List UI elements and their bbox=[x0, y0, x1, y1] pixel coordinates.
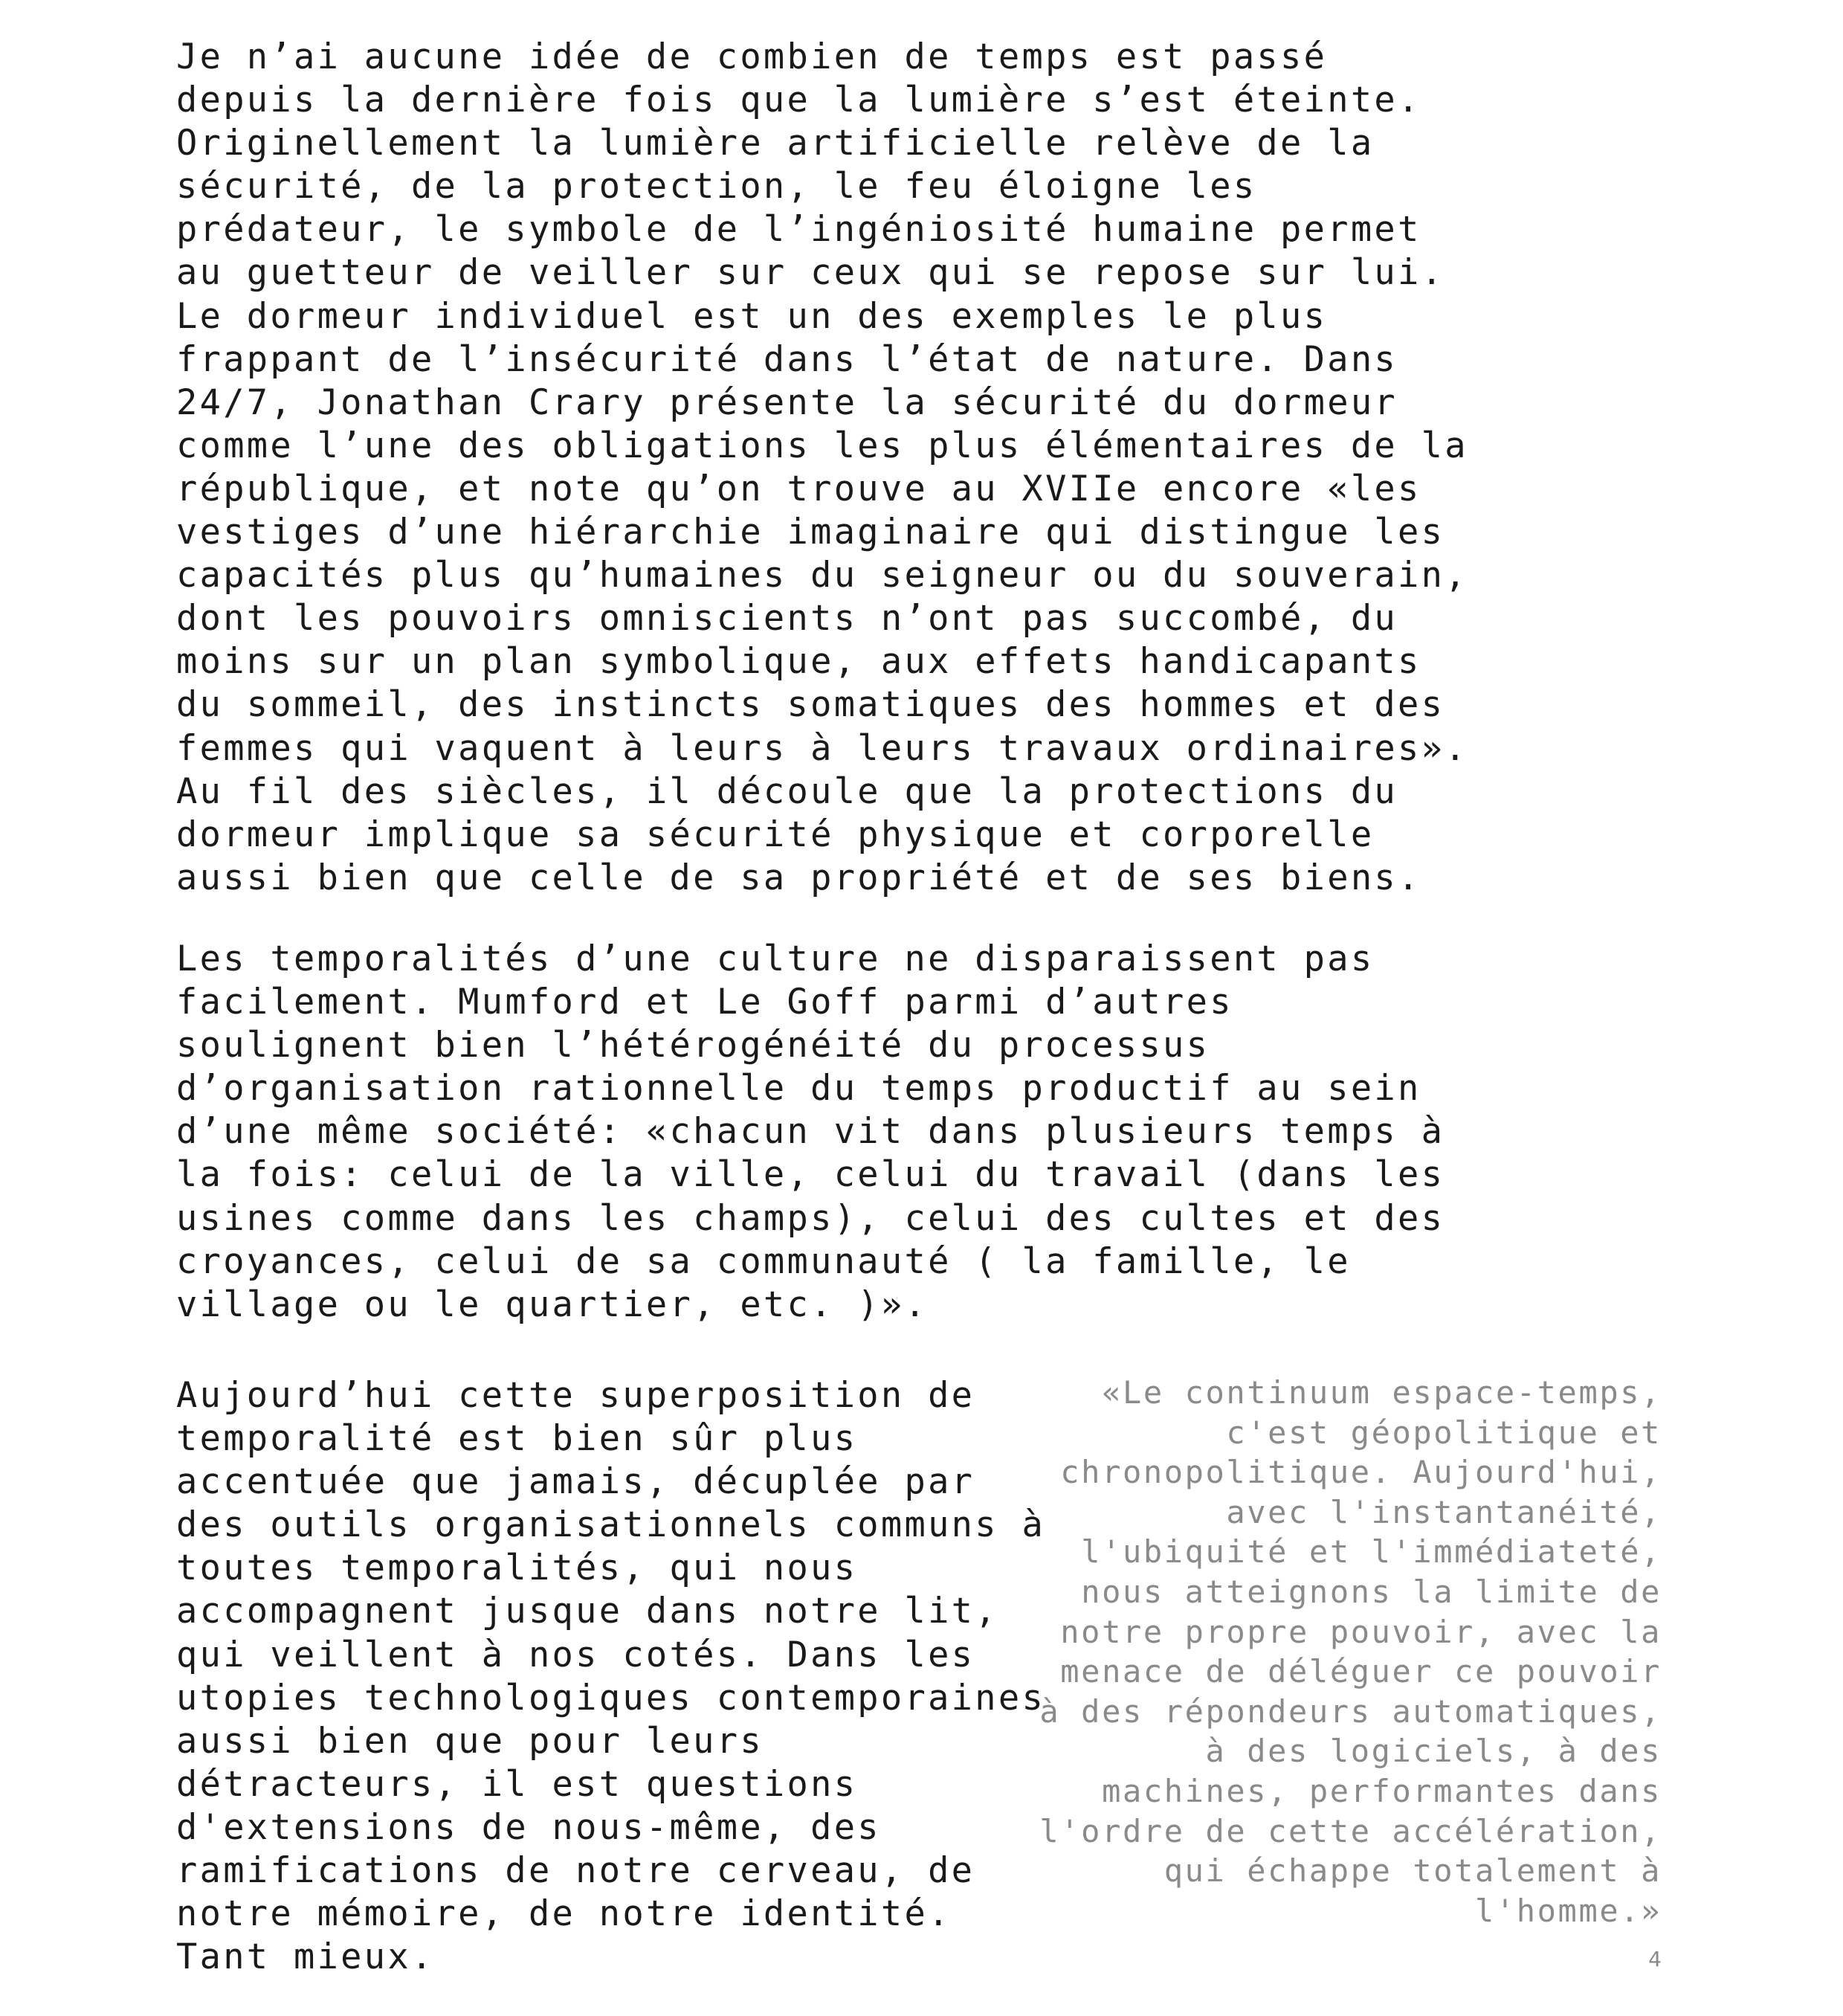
text-line: c'est géopolitique et bbox=[1226, 1414, 1662, 1451]
text-line: frappant de l’insécurité dans l’état de nature. Dans bbox=[176, 338, 1398, 380]
text-line: d’organisation rationnelle du temps productif au sein bbox=[176, 1068, 1421, 1110]
text-line: «Le continuum espace-temps, bbox=[1102, 1374, 1662, 1411]
text-line: république, et note qu’on trouve au XVIIe encore «les bbox=[176, 468, 1421, 509]
text-line: accentuée que jamais, décuplée par bbox=[176, 1461, 975, 1503]
text-line: prédateur, le symbole de l’ingéniosité humaine permet bbox=[176, 209, 1421, 251]
text-line: comme l’une des obligations les plus élémentaires de la bbox=[176, 425, 1468, 466]
text-line: toutes temporalités, qui nous bbox=[176, 1548, 858, 1589]
text-line: qui échappe totalement à bbox=[1163, 1852, 1662, 1890]
text-line: capacités plus qu’humaines du seigneur ou du souverain, bbox=[176, 555, 1468, 596]
text-line: facilement. Mumford et Le Goff parmi d’autres bbox=[176, 982, 1233, 1023]
text-line: au guetteur de veiller sur ceux qui se repose sur lui. bbox=[176, 252, 1445, 294]
text-line: aussi bien que celle de sa propriété et de ses biens. bbox=[176, 857, 1421, 898]
text-line: à des répondeurs automatiques, bbox=[1039, 1693, 1662, 1730]
text-line: d'extensions de nous-même, des bbox=[176, 1806, 881, 1848]
text-line: depuis la dernière fois que la lumière s’est éteinte. bbox=[176, 80, 1421, 121]
text-line: femmes qui vaquent à leurs à leurs travaux ordinaires». bbox=[176, 727, 1468, 769]
text-line: village ou le quartier, etc. )». bbox=[176, 1284, 929, 1325]
text-line: usines comme dans les champs), celui des cultes et des bbox=[176, 1197, 1445, 1239]
text-line: la fois: celui de la ville, celui du travail (dans les bbox=[176, 1154, 1445, 1196]
text-line: l'ubiquité et l'immédiateté, bbox=[1081, 1533, 1662, 1571]
text-line: utopies technologiques contemporaines bbox=[176, 1677, 1046, 1719]
text-line: notre mémoire, de notre identité. bbox=[176, 1893, 952, 1935]
text-line: du sommeil, des instincts somatiques des hommes et des bbox=[176, 684, 1445, 726]
paragraph-2 bbox=[176, 938, 1445, 1327]
text-line: à des logiciels, à des bbox=[1205, 1733, 1662, 1770]
text-line: avec l'instantanéité, bbox=[1226, 1493, 1662, 1530]
text-line: machines, performantes dans bbox=[1102, 1772, 1662, 1809]
text-line: qui veillent à nos cotés. Dans les bbox=[176, 1634, 975, 1675]
text-line: chronopolitique. Aujourd'hui, bbox=[1060, 1454, 1662, 1491]
text-line: moins sur un plan symbolique, aux effets handicapants bbox=[176, 641, 1421, 683]
text-line: Les temporalités d’une culture ne disparaissent pas bbox=[176, 938, 1375, 979]
text-line: dormeur implique sa sécurité physique et corporelle bbox=[176, 814, 1375, 855]
text-line: temporalité est bien sûr plus bbox=[176, 1418, 858, 1460]
text-line: dont les pouvoirs omniscients n’ont pas succombé, du bbox=[176, 598, 1398, 640]
text-line: soulignent bien l’hétérogénéité du processus bbox=[176, 1025, 1210, 1066]
text-line: vestiges d’une hiérarchie imaginaire qui distingue les bbox=[176, 512, 1445, 553]
text-line: Au fil des siècles, il découle que la protections du bbox=[176, 770, 1398, 812]
paragraph-3 bbox=[176, 1374, 1045, 1979]
text-line: Aujourd’hui cette superposition de bbox=[176, 1375, 975, 1416]
text-line: croyances, celui de sa communauté ( la famille, le bbox=[176, 1240, 1351, 1282]
text-line: nous atteignons la limite de bbox=[1081, 1573, 1662, 1610]
text-line: ramifications de notre cerveau, de bbox=[176, 1850, 975, 1892]
text-line: Originellement la lumière artificielle relève de la bbox=[176, 123, 1375, 164]
page-number: 4 bbox=[1648, 1947, 1662, 1971]
text-line: accompagnent jusque dans notre lit, bbox=[176, 1591, 998, 1632]
text-line: l'homme.» bbox=[1475, 1892, 1662, 1929]
text-line: aussi bien que pour leurs bbox=[176, 1720, 764, 1762]
text-line: d’une même société: «chacun vit dans plusieurs temps à bbox=[176, 1111, 1445, 1153]
text-line: des outils organisationnels communs à bbox=[176, 1504, 1046, 1546]
paragraph-1 bbox=[176, 36, 1468, 900]
text-line: notre propre pouvoir, avec la bbox=[1060, 1613, 1662, 1650]
text-line: menace de déléguer ce pouvoir bbox=[1060, 1653, 1662, 1690]
text-line: sécurité, de la protection, le feu éloigne les bbox=[176, 166, 1257, 207]
text-line: Tant mieux. bbox=[176, 1936, 435, 1978]
text-line: 24/7, Jonathan Crary présente la sécurité du dormeur bbox=[176, 381, 1398, 423]
text-line: détracteurs, il est questions bbox=[176, 1763, 858, 1805]
text-line: Le dormeur individuel est un des exemples le plus bbox=[176, 295, 1328, 337]
pull-quote bbox=[992, 1373, 1662, 1930]
text-line: l'ordre de cette accélération, bbox=[1039, 1812, 1662, 1849]
text-line: Je n’ai aucune idée de combien de temps est passé bbox=[176, 36, 1328, 77]
